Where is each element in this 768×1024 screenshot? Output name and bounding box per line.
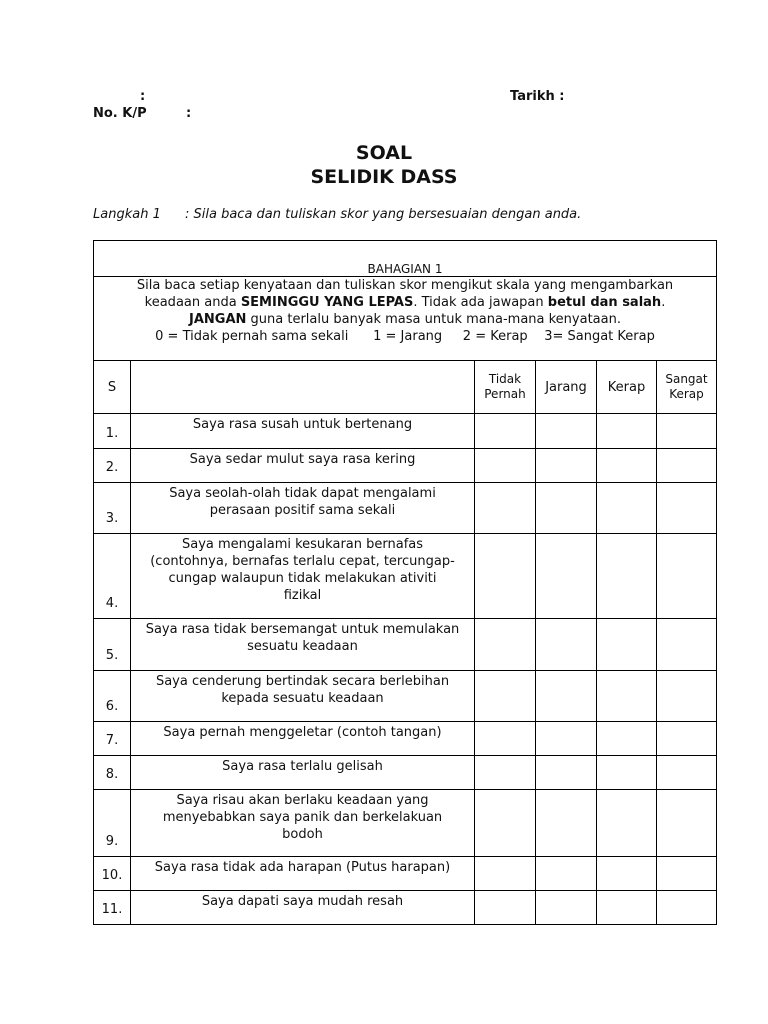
question-number: 8. (94, 756, 131, 790)
col-header-text: Pernah (484, 387, 526, 401)
statement-line: fizikal (283, 588, 322, 603)
page-title: SOAL (355, 142, 413, 164)
answer-tidak-pernah-cell[interactable] (475, 414, 536, 449)
answer-tidak-pernah-cell[interactable] (475, 534, 536, 619)
emphasis-text: SEMINGGU YANG LEPAS (240, 295, 414, 310)
rating-scale: 0 = Tidak pernah sama sekali 1 = Jarang 2 = Kerap 3= Sangat Kerap (155, 329, 655, 344)
answer-tidak-pernah-cell[interactable] (475, 790, 536, 857)
section-title: BAHAGIAN 1 (94, 241, 717, 277)
question-number: 6. (94, 671, 131, 722)
statement-line: Saya seolah-olah tidak dapat mengalami (169, 486, 436, 501)
question-number: 4. (94, 534, 131, 619)
statement-line: kepada sesuatu keadaan (221, 691, 384, 706)
answer-kerap-cell[interactable] (597, 619, 657, 671)
statement-line: Saya pernah menggeletar (contoh tangan) (163, 725, 442, 740)
statement-line: (contohnya, bernafas terlalu cepat, tercungap- (150, 554, 455, 569)
answer-kerap-cell[interactable] (597, 414, 657, 449)
statement-line: Saya rasa tidak ada harapan (Putus harapan) (154, 860, 451, 875)
answer-sangat-kerap-cell[interactable] (657, 857, 717, 891)
answer-jarang-cell[interactable] (536, 722, 597, 756)
answer-jarang-cell[interactable] (536, 790, 597, 857)
question-statement (131, 414, 475, 449)
answer-kerap-cell[interactable] (597, 449, 657, 483)
question-statement (131, 534, 475, 619)
question-row (94, 449, 717, 483)
answer-tidak-pernah-cell[interactable] (475, 857, 536, 891)
col-header-text: Kerap (669, 387, 704, 401)
col-header-statement (131, 361, 475, 414)
instruction-line-2 (94, 294, 716, 311)
col-header-text: Sangat (665, 372, 708, 386)
statement-line: Saya risau akan berlaku keadaan yang (176, 793, 429, 808)
question-row (94, 722, 717, 756)
answer-jarang-cell[interactable] (536, 891, 597, 925)
answer-kerap-cell[interactable] (597, 857, 657, 891)
emphasis-text: JANGAN (189, 312, 247, 327)
answer-jarang-cell[interactable] (536, 619, 597, 671)
question-number: 2. (94, 449, 131, 483)
question-number: 3. (94, 483, 131, 534)
answer-kerap-cell[interactable] (597, 534, 657, 619)
question-row (94, 671, 717, 722)
answer-jarang-cell[interactable] (536, 857, 597, 891)
answer-kerap-cell[interactable] (597, 671, 657, 722)
answer-kerap-cell[interactable] (597, 756, 657, 790)
answer-jarang-cell[interactable] (536, 534, 597, 619)
question-number: 1. (94, 414, 131, 449)
section-title-row (94, 241, 717, 277)
question-number: 11. (94, 891, 131, 925)
statement-line: bodoh (282, 827, 323, 842)
answer-jarang-cell[interactable] (536, 449, 597, 483)
answer-sangat-kerap-cell[interactable] (657, 722, 717, 756)
instruction-line-3 (94, 311, 716, 328)
page-subtitle: SELIDIK DASS (310, 166, 458, 188)
statement-line: Saya rasa susah untuk bertenang (192, 417, 413, 432)
question-statement (131, 790, 475, 857)
section-instructions (94, 277, 717, 361)
answer-sangat-kerap-cell[interactable] (657, 756, 717, 790)
instruction (93, 207, 581, 222)
question-statement (131, 671, 475, 722)
answer-tidak-pernah-cell[interactable] (475, 891, 536, 925)
answer-jarang-cell[interactable] (536, 671, 597, 722)
answer-tidak-pernah-cell[interactable] (475, 671, 536, 722)
emphasis-text: betul dan salah (547, 295, 662, 310)
col-header-s: S (94, 361, 131, 414)
question-statement (131, 619, 475, 671)
answer-kerap-cell[interactable] (597, 790, 657, 857)
name-colon: : (140, 89, 146, 104)
answer-kerap-cell[interactable] (597, 891, 657, 925)
instruction-text: : Sila baca dan tuliskan skor yang bersesuaian dengan anda. (185, 207, 582, 222)
col-header-sangat-kerap (657, 361, 717, 414)
question-statement (131, 722, 475, 756)
question-number: 9. (94, 790, 131, 857)
answer-kerap-cell[interactable] (597, 722, 657, 756)
answer-tidak-pernah-cell[interactable] (475, 449, 536, 483)
question-statement (131, 857, 475, 891)
question-number: 10. (94, 857, 131, 891)
answer-jarang-cell[interactable] (536, 483, 597, 534)
col-header-jarang: Jarang (536, 361, 597, 414)
question-row (94, 483, 717, 534)
answer-sangat-kerap-cell[interactable] (657, 414, 717, 449)
instruction-text: guna terlalu banyak masa untuk mana-mana kenyataan. (246, 312, 621, 327)
question-row (94, 891, 717, 925)
statement-line: Saya dapati saya mudah resah (201, 894, 404, 909)
answer-tidak-pernah-cell[interactable] (475, 756, 536, 790)
answer-tidak-pernah-cell[interactable] (475, 619, 536, 671)
statement-line: Saya mengalami kesukaran bernafas (181, 537, 424, 552)
question-row (94, 857, 717, 891)
col-header-tidak-pernah (475, 361, 536, 414)
statement-line: sesuatu keadaan (247, 639, 358, 654)
question-statement (131, 756, 475, 790)
section-instructions-row (94, 277, 717, 361)
question-row (94, 790, 717, 857)
ic-colon: : (186, 106, 192, 121)
statement-line: perasaan positif sama sekali (209, 503, 396, 518)
question-row (94, 619, 717, 671)
ic-label: No. K/P (93, 106, 147, 121)
question-number: 5. (94, 619, 131, 671)
statement-line: menyebabkan saya panik dan berkelakuan (162, 810, 443, 825)
instruction-text: . Tidak ada jawapan (413, 295, 548, 310)
question-statement (131, 891, 475, 925)
instruction-line-1: Sila baca setiap kenyataan dan tuliskan skor mengikut skala yang mengambarkan (136, 278, 674, 293)
statement-line: Saya rasa tidak bersemangat untuk memulakan (145, 622, 460, 637)
answer-tidak-pernah-cell[interactable] (475, 483, 536, 534)
question-statement (131, 449, 475, 483)
statement-line: Saya rasa terlalu gelisah (222, 759, 383, 774)
column-header-row (94, 361, 717, 414)
statement-line: Saya cenderung bertindak secara berlebihan (155, 674, 450, 689)
statement-line: Saya sedar mulut saya rasa kering (189, 452, 416, 467)
instruction-text: keadaan anda (144, 295, 241, 310)
answer-jarang-cell[interactable] (536, 756, 597, 790)
statement-line: cungap walaupun tidak melakukan ativiti (168, 571, 437, 586)
instruction-text: . (661, 295, 666, 310)
answer-sangat-kerap-cell[interactable] (657, 891, 717, 925)
answer-sangat-kerap-cell[interactable] (657, 671, 717, 722)
answer-sangat-kerap-cell[interactable] (657, 790, 717, 857)
questionnaire-table (93, 240, 717, 925)
answer-sangat-kerap-cell[interactable] (657, 534, 717, 619)
question-row (94, 534, 717, 619)
answer-sangat-kerap-cell[interactable] (657, 483, 717, 534)
question-row (94, 414, 717, 449)
answer-kerap-cell[interactable] (597, 483, 657, 534)
answer-sangat-kerap-cell[interactable] (657, 619, 717, 671)
col-header-text: Tidak (488, 372, 522, 386)
answer-jarang-cell[interactable] (536, 414, 597, 449)
answer-sangat-kerap-cell[interactable] (657, 449, 717, 483)
question-row (94, 756, 717, 790)
question-number: 7. (94, 722, 131, 756)
date-label: Tarikh : (510, 89, 565, 104)
answer-tidak-pernah-cell[interactable] (475, 722, 536, 756)
col-header-kerap: Kerap (597, 361, 657, 414)
question-statement (131, 483, 475, 534)
instruction-step: Langkah 1 (93, 207, 161, 222)
